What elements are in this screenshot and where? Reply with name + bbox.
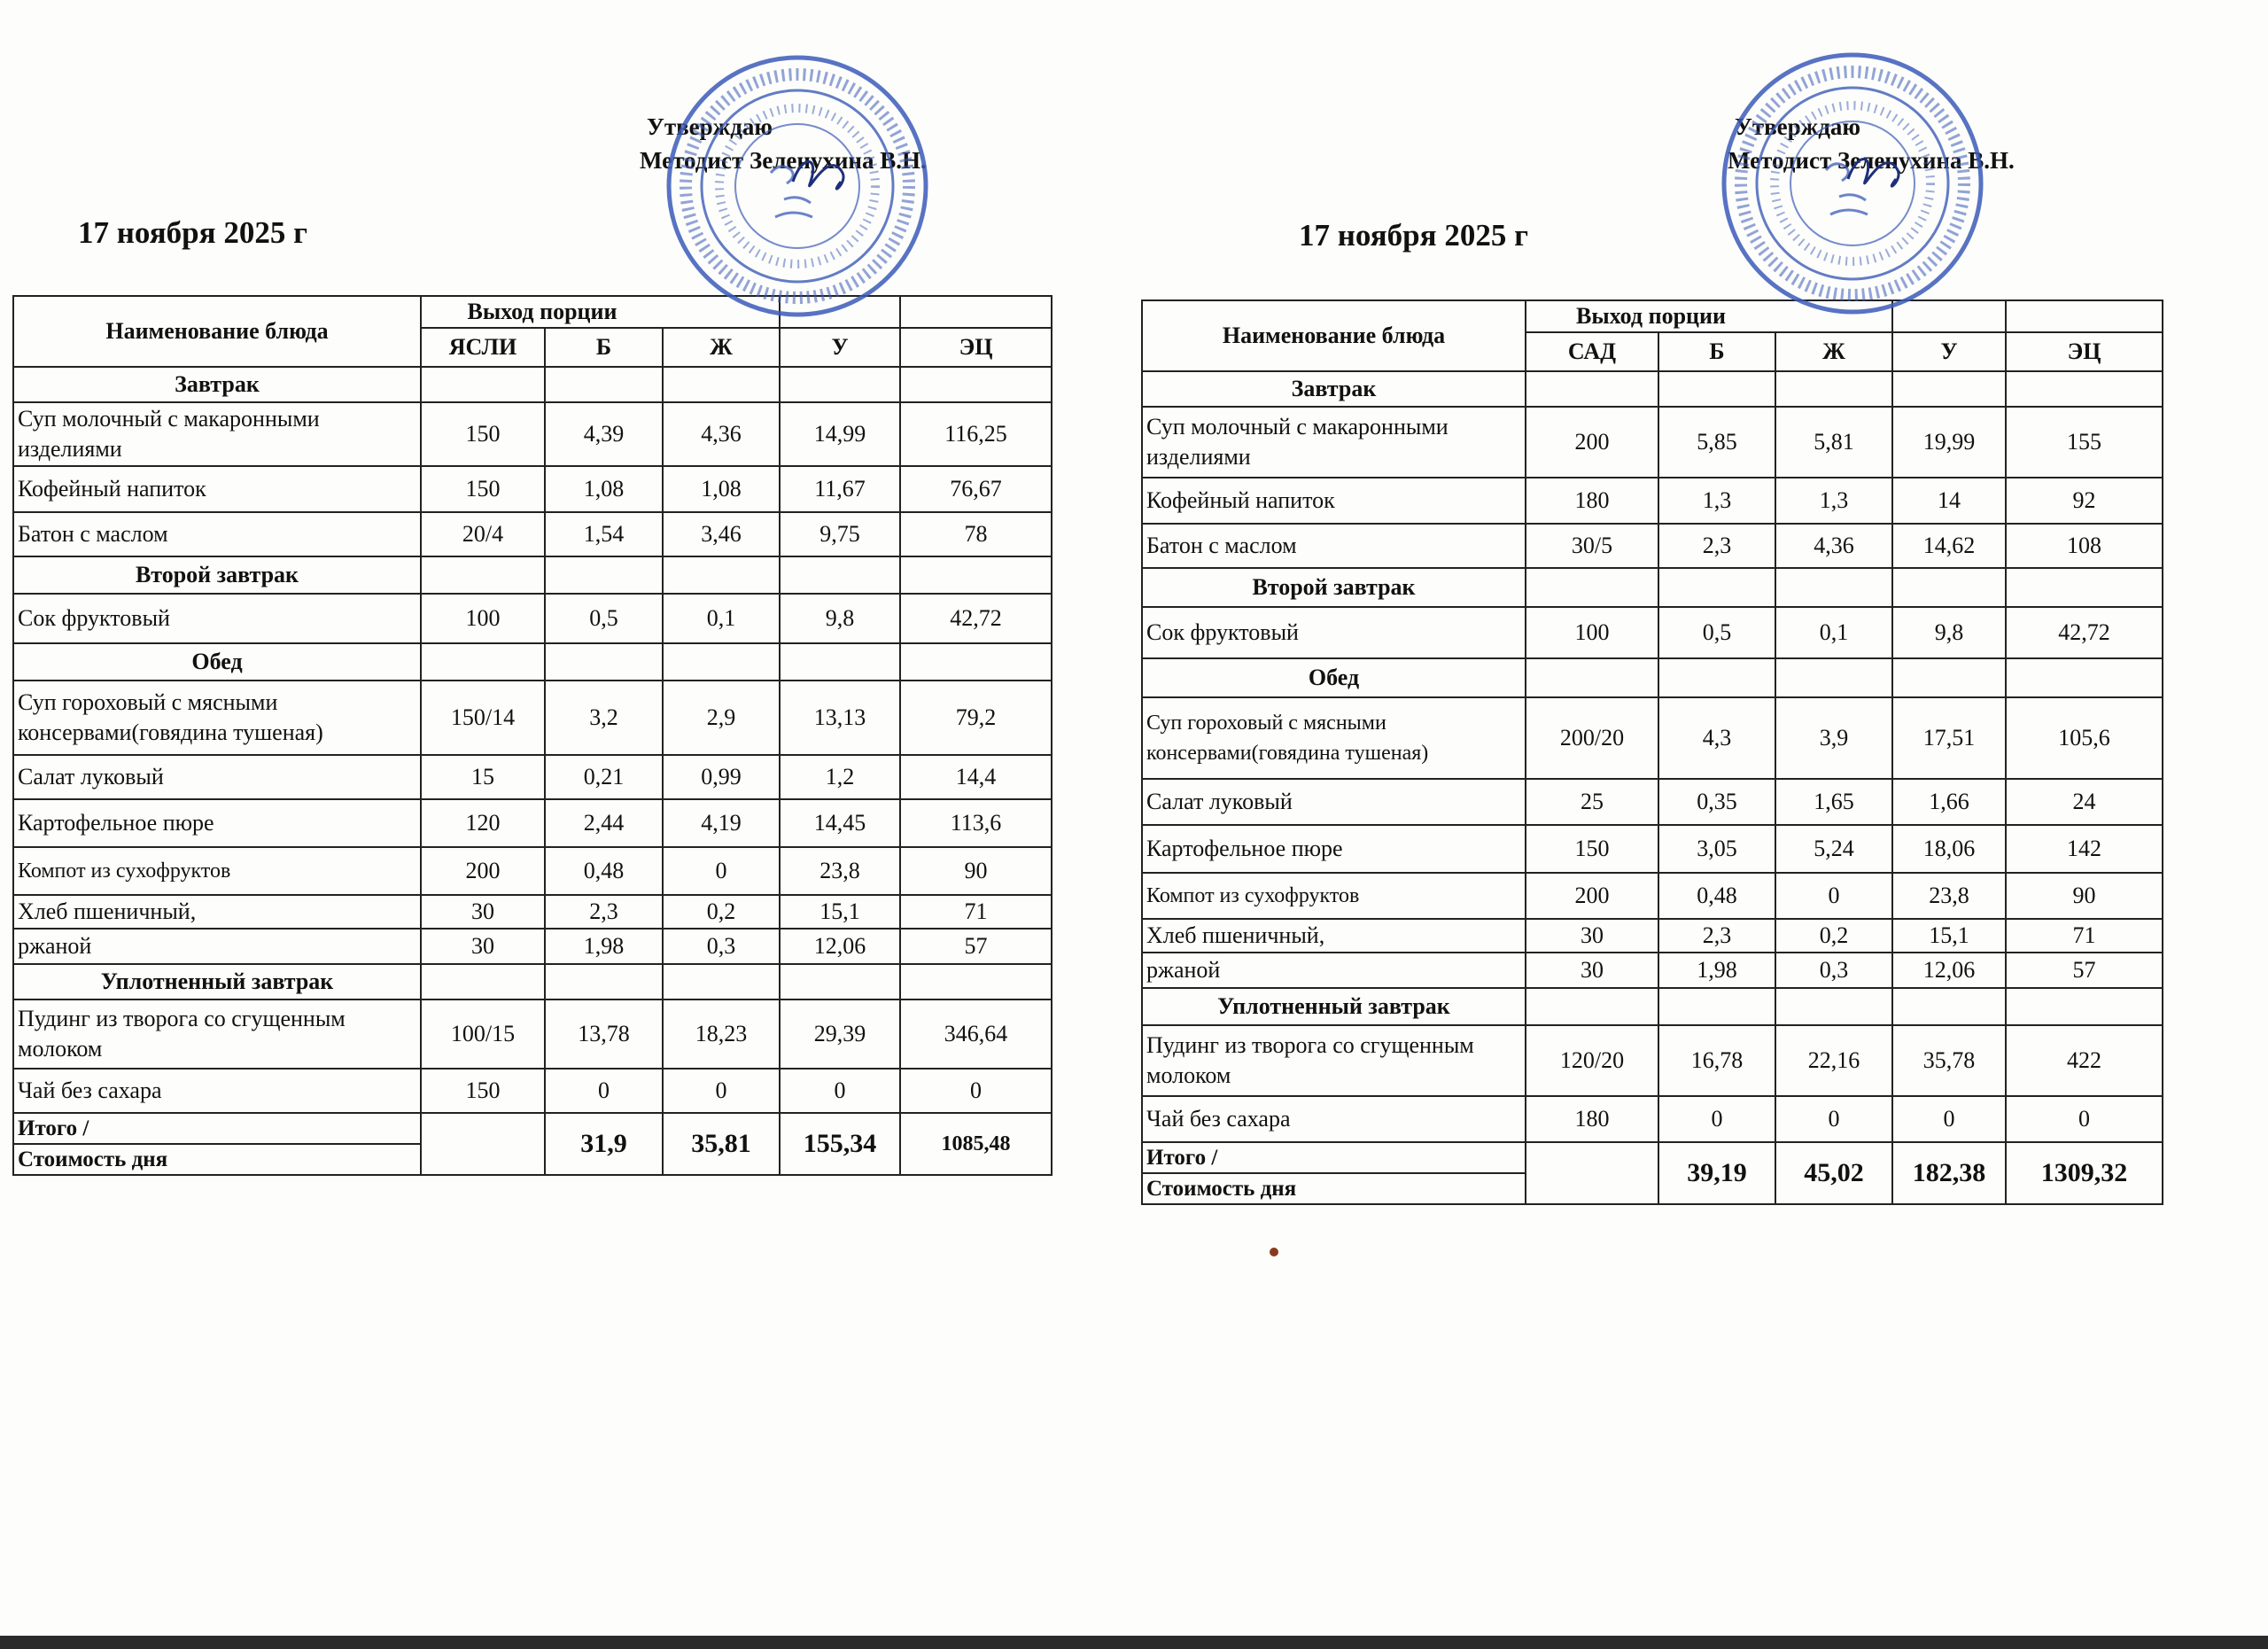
col-group: САД xyxy=(1526,332,1658,371)
right-menu-table xyxy=(1141,299,2163,1205)
totals-row xyxy=(1142,1142,2163,1173)
col-dish-name: Наименование блюда xyxy=(13,296,421,367)
table-row: Хлеб пшеничный, 30 2,3 0,2 15,1 71 xyxy=(1142,919,2163,953)
col-u: У xyxy=(1892,332,2006,371)
section-title: Уплотненный завтрак xyxy=(13,964,421,1000)
scanner-edge xyxy=(0,1636,2268,1649)
table-row: Пудинг из творога со сгущенным молоком 120/20 16,78 22,16 35,78 422 xyxy=(1142,1025,2163,1096)
scan-speck xyxy=(1270,1248,1278,1256)
right-approve-signer: Методист Зеленухина В.Н. xyxy=(1728,147,2015,174)
col-output: Выход порции xyxy=(1526,300,1775,332)
section-title: Второй завтрак xyxy=(1142,568,1526,607)
col-ec: ЭЦ xyxy=(2006,332,2163,371)
table-row: Компот из сухофруктов 200 0,48 0 23,8 90 xyxy=(13,847,1052,895)
table-row: Суп гороховый с мясными консервами(говядина тушеная) 200/20 4,3 3,9 17,51 105,6 xyxy=(1142,697,2163,779)
itogo-label: Итого / xyxy=(1142,1142,1526,1173)
left-menu-table xyxy=(12,295,1052,1176)
left-approve-signer: Методист Зеленухина В.Н. xyxy=(640,147,927,174)
col-dish-name: Наименование блюда xyxy=(1142,300,1526,371)
left-approve-title: Утверждаю xyxy=(647,113,773,140)
table-row: Пудинг из творога со сгущенным молоком 100/15 13,78 18,23 29,39 346,64 xyxy=(13,1000,1052,1069)
section-title: Завтрак xyxy=(13,367,421,402)
left-date: 17 ноября 2025 г xyxy=(78,215,307,250)
col-b: Б xyxy=(545,328,663,367)
section-title: Завтрак xyxy=(1142,371,1526,407)
table-row: Кофейный напиток 180 1,3 1,3 14 92 xyxy=(1142,478,2163,524)
total-zh: 45,02 xyxy=(1775,1142,1892,1204)
table-row: Салат луковый 25 0,35 1,65 1,66 24 xyxy=(1142,779,2163,825)
table-row: Картофельное пюре 120 2,44 4,19 14,45 113,6 xyxy=(13,799,1052,847)
section-title: Обед xyxy=(13,643,421,681)
table-row: Кофейный напиток 150 1,08 1,08 11,67 76,67 xyxy=(13,466,1052,512)
col-zh: Ж xyxy=(663,328,780,367)
table-row: Чай без сахара 150 0 0 0 0 xyxy=(13,1069,1052,1113)
total-u: 155,34 xyxy=(780,1113,900,1175)
left-seal-stamp xyxy=(660,49,935,323)
table-row: Батон с маслом 30/5 2,3 4,36 14,62 108 xyxy=(1142,524,2163,568)
itogo-label: Итого / xyxy=(13,1113,421,1144)
total-ec: 1309,32 xyxy=(2006,1142,2163,1204)
cost-label: Стоимость дня xyxy=(13,1144,421,1175)
section-title: Уплотненный завтрак xyxy=(1142,988,1526,1025)
table-row: Суп молочный с макаронными изделиями 150 4,39 4,36 14,99 116,25 xyxy=(13,402,1052,466)
table-row: Чай без сахара 180 0 0 0 0 xyxy=(1142,1096,2163,1142)
table-row: ржаной 30 1,98 0,3 12,06 57 xyxy=(1142,953,2163,988)
col-u: У xyxy=(780,328,900,367)
col-group: ЯСЛИ xyxy=(421,328,545,367)
table-row: Компот из сухофруктов 200 0,48 0 23,8 90 xyxy=(1142,873,2163,919)
cost-label: Стоимость дня xyxy=(1142,1173,1526,1204)
table-row: Сок фруктовый 100 0,5 0,1 9,8 42,72 xyxy=(13,594,1052,643)
table-row: Салат луковый 15 0,21 0,99 1,2 14,4 xyxy=(13,755,1052,799)
col-output: Выход порции xyxy=(421,296,663,328)
totals-row xyxy=(13,1113,1052,1144)
table-row: Батон с маслом 20/4 1,54 3,46 9,75 78 xyxy=(13,512,1052,556)
total-u: 182,38 xyxy=(1892,1142,2006,1204)
total-b: 31,9 xyxy=(545,1113,663,1175)
right-approve-title: Утверждаю xyxy=(1735,113,1861,140)
table-row: Сок фруктовый 100 0,5 0,1 9,8 42,72 xyxy=(1142,607,2163,658)
table-row: Хлеб пшеничный, 30 2,3 0,2 15,1 71 xyxy=(13,895,1052,929)
table-row: Суп молочный с макаронными изделиями 200 5,85 5,81 19,99 155 xyxy=(1142,407,2163,478)
total-ec: 1085,48 xyxy=(900,1113,1052,1175)
section-title: Второй завтрак xyxy=(13,556,421,594)
table-row: ржаной 30 1,98 0,3 12,06 57 xyxy=(13,929,1052,964)
table-row: Суп гороховый с мясными консервами(говядина тушеная) 150/14 3,2 2,9 13,13 79,2 xyxy=(13,681,1052,755)
section-title: Обед xyxy=(1142,658,1526,697)
col-zh: Ж xyxy=(1775,332,1892,371)
total-zh: 35,81 xyxy=(663,1113,780,1175)
col-ec: ЭЦ xyxy=(900,328,1052,367)
table-row: Картофельное пюре 150 3,05 5,24 18,06 142 xyxy=(1142,825,2163,873)
col-b: Б xyxy=(1658,332,1775,371)
total-b: 39,19 xyxy=(1658,1142,1775,1204)
right-date: 17 ноября 2025 г xyxy=(1299,218,1528,253)
right-seal-stamp xyxy=(1715,46,1990,321)
